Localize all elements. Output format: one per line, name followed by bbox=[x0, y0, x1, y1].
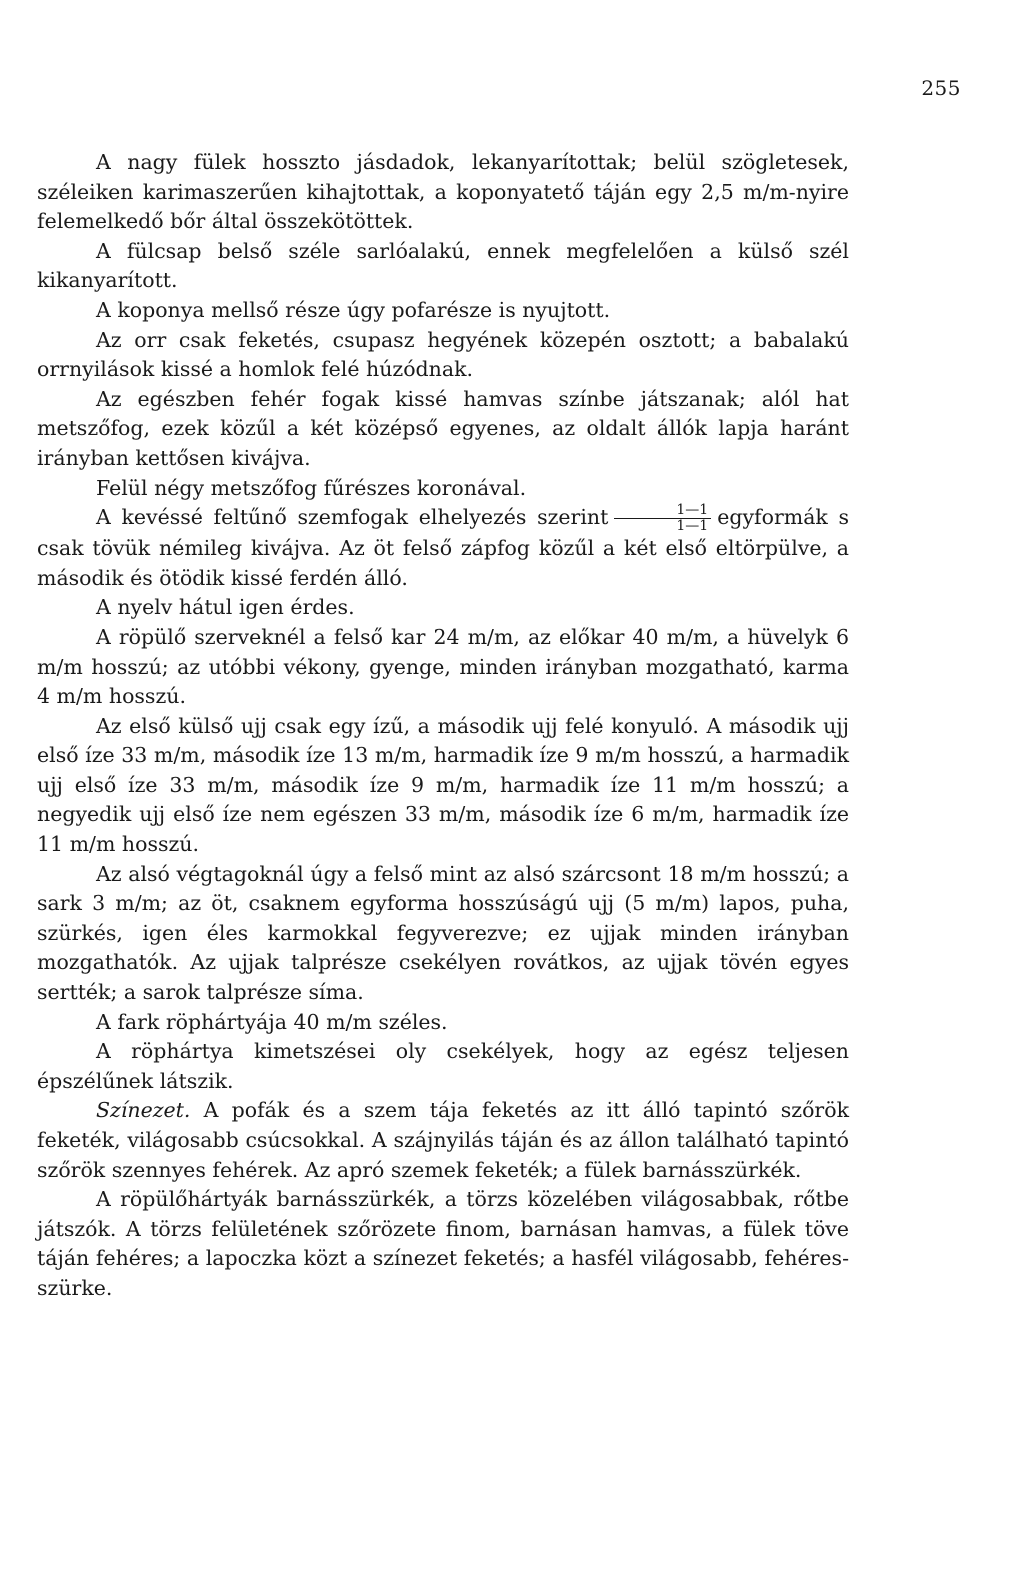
formula-text-after: egyformák s csak tövük némileg kivájva. Az öt felső zápfog közűl a két első eltörpülve, a második és ötödik kissé ferdén álló. bbox=[37, 505, 850, 590]
formula-denominator: 1—1 bbox=[676, 518, 709, 535]
body-text bbox=[37, 148, 849, 1304]
paragraph-1: A nagy fülek hosszto jásdadok, lekanyarítottak; belül szögletesek, széleiken karimaszerűen kihajtottak, a koponyatető táján egy 2,5 m/m-nyire felemelkedő bőr által összekötöttek. bbox=[37, 150, 849, 234]
paragraph-5: Az egészben fehér fogak kissé hamvas színbe játszanak; alól hat metszőfog, ezek közűl a két középső egyenes, az oldalt állók lapja haránt irányban kettősen kivájva. bbox=[37, 386, 849, 470]
paragraph-colour bbox=[37, 1096, 849, 1185]
colour-label: Színezet. bbox=[96, 1098, 191, 1123]
paragraph-12: A fark röphártyája 40 m/m széles. bbox=[96, 1009, 448, 1034]
paragraph-15: A röpülőhártyák barnásszürkék, a törzs közelében világosabbak, rőtbe játszók. A törzs felületének szőrözete finom, barnásan hamvas, a fülek töve táján fehéres; a lapoczka közt a színezet feketés; a hasfél világosabb, fehéres-szürke. bbox=[37, 1187, 849, 1300]
paragraph-2: A fülcsap belső széle sarlóalakú, ennek megfelelően a külső szél kikanyarított. bbox=[37, 238, 849, 293]
colour-text: A pofák és a szem tája feketés az itt álló tapintó szőrök feketék, világosabb csúcsokkal. A szájnyilás táján és az állon található tapintó szőrök szennyes fehérek. Az apró szemek feketék; a fülek barnásszürkék. bbox=[37, 1098, 849, 1182]
paragraph-9: A röpülő szerveknél a felső kar 24 m/m, az előkar 40 m/m, a hüvelyk 6 m/m hosszú; az utóbbi vékony, gyenge, minden irányban mozgatható, karma 4 m/m hosszú. bbox=[37, 624, 849, 709]
paragraph-11: Az alsó végtagoknál úgy a felső mint az alsó szárcsont 18 m/m hosszú; a sark 3 m/m; az öt, csaknem egyforma hosszúságú ujj (5 m/m) lapos, puha, szürkés, igen éles karmokkal fegyverezve; ez ujjak minden irányban mozgathatók. Az ujjak talprésze csekélyen rovátkos, az ujjak tövén egyes sertték; a sarok talprésze síma. bbox=[37, 861, 849, 1005]
formula-numerator: 1—1 bbox=[614, 503, 711, 519]
page-number: 255 bbox=[921, 76, 961, 100]
paragraph-6: Felül négy metszőfog fűrészes koronával. bbox=[96, 475, 527, 500]
paragraph-10: Az első külső ujj csak egy ízű, a második ujj felé konyuló. A második ujj első íze 33 m/m, második íze 13 m/m, harmadik íze 9 m/m hosszú, a harmadik ujj első íze 33 m/m, második íze 9 m/m, harmadik íze 11 m/m hosszú; a negyedik ujj első íze nem egészen 33 m/m, második íze 6 m/m, harmadik íze 11 m/m hosszú. bbox=[37, 713, 849, 857]
formula-text-before: A kevéssé feltűnő szemfogak elhelyezés szerint bbox=[96, 505, 609, 530]
paragraph-3: A koponya mellső része úgy pofarésze is nyujtott. bbox=[96, 297, 611, 322]
paragraph-4: Az orr csak feketés, csupasz hegyének közepén osztott; a babalakú orrnyilások kissé a homlok felé húzódnak. bbox=[37, 327, 849, 382]
paragraph-dental-formula bbox=[37, 503, 849, 593]
paragraph-8: A nyelv hátul igen érdes. bbox=[96, 595, 355, 620]
dental-formula bbox=[614, 503, 711, 534]
paragraph-13: A röphártya kimetszései oly csekélyek, hogy az egész teljesen épszélűnek látszik. bbox=[37, 1039, 849, 1093]
